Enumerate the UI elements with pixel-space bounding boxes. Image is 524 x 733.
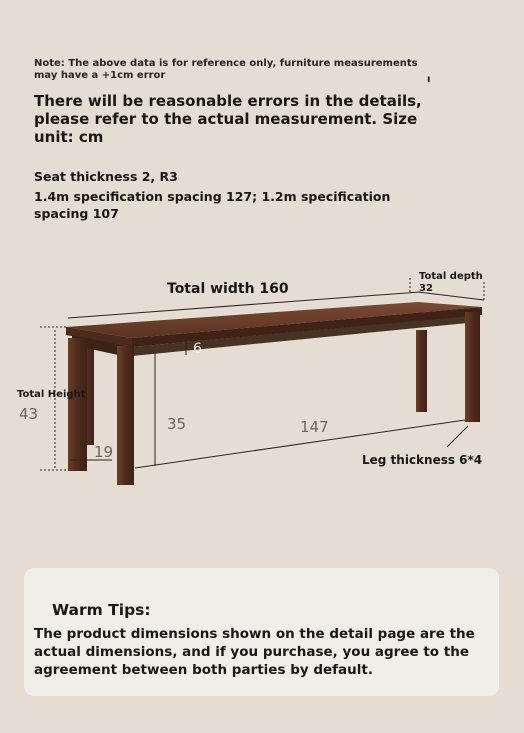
front-right-leg <box>465 312 480 422</box>
total-depth-label: Total depth <box>419 271 483 282</box>
back-right-leg <box>416 330 427 412</box>
leg-height-value: 35 <box>167 415 187 433</box>
seat-thickness-text: Seat thickness 2, R3 <box>34 169 178 184</box>
seat-thickness-value: 6 <box>193 341 202 357</box>
side-value: 19 <box>94 443 114 461</box>
leg-thickness-label: Leg thickness 6*4 <box>362 453 483 467</box>
total-height-value: 43 <box>19 405 39 423</box>
total-height-label: Total Height <box>17 389 86 400</box>
warm-tips-title: Warm Tips: <box>52 601 151 619</box>
front-middle-leg <box>117 346 134 485</box>
warm-tips-body: The product dimensions shown on the detail page are the actual dimensions, and if you purchase, you agree to the agreement between both parties by default. <box>34 626 475 678</box>
total-width-label: Total width 160 <box>167 281 289 297</box>
corner-mark: ı <box>427 74 431 85</box>
leg-thickness-pointer <box>447 426 468 447</box>
errors-statement: There will be reasonable errors in the details, please refer to the actual measurement. Size unit: cm <box>34 92 422 146</box>
reference-note: Note: The above data is for reference only, furniture measurements may have a +1cm error <box>34 58 418 81</box>
total-depth-value: 32 <box>419 283 433 294</box>
front-left-leg <box>68 338 87 471</box>
spacing-text: 1.4m specification spacing 127; 1.2m specification spacing 107 <box>34 189 391 221</box>
span-value: 147 <box>300 418 329 436</box>
